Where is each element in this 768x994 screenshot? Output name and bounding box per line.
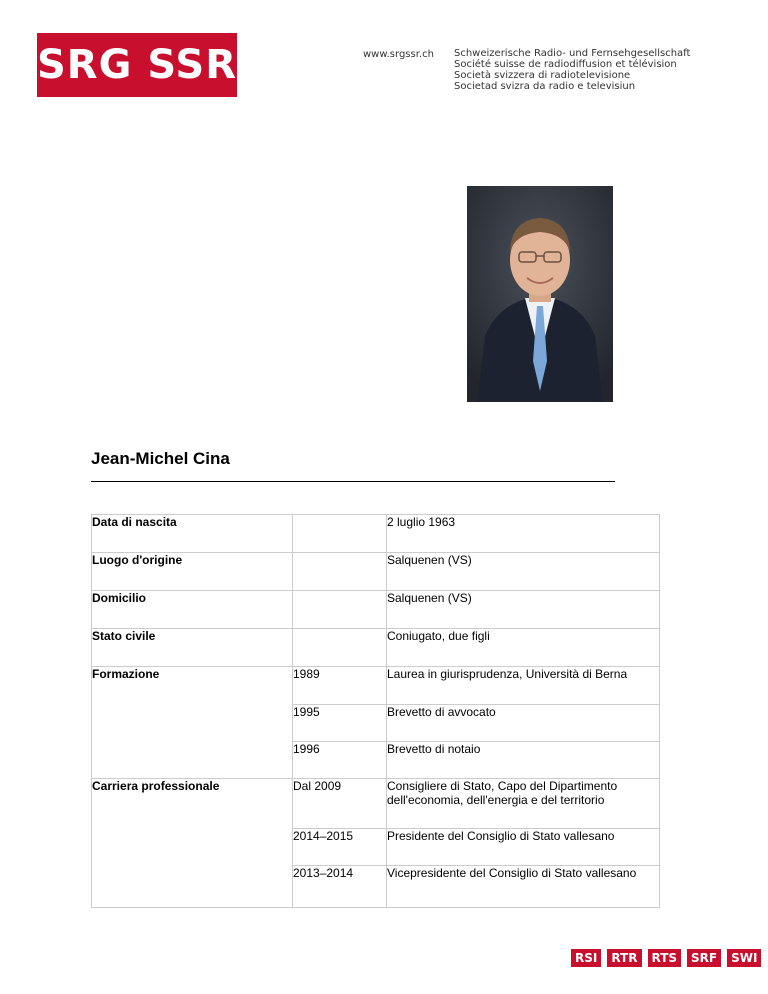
row-label: Domicilio <box>92 591 293 629</box>
table-row <box>92 667 660 705</box>
row-year <box>293 629 387 667</box>
row-year: 1989 <box>293 667 387 705</box>
row-year: Dal 2009 <box>293 779 387 829</box>
org-name-de: Schweizerische Radio- und Fernsehgesellschaft <box>454 48 691 59</box>
organization-names <box>454 48 690 92</box>
row-value: Salquenen (VS) <box>387 553 660 591</box>
table-row <box>92 779 660 829</box>
srg-ssr-logo: SRG SSR <box>37 33 237 97</box>
row-year: 1995 <box>293 705 387 742</box>
row-value: Brevetto di avvocato <box>387 705 660 742</box>
row-year <box>293 515 387 553</box>
row-value: Presidente del Consiglio di Stato vallesano <box>387 829 660 866</box>
business-units <box>571 949 761 967</box>
unit-swi-logo[interactable]: SWI <box>727 949 761 967</box>
row-label: Formazione <box>92 667 293 705</box>
row-value: Salquenen (VS) <box>387 591 660 629</box>
table-row <box>92 629 660 667</box>
row-year: 2013–2014 <box>293 866 387 908</box>
row-year: 1996 <box>293 742 387 779</box>
row-value: 2 luglio 1963 <box>387 515 660 553</box>
row-label: Data di nascita <box>92 515 293 553</box>
row-value: Brevetto di notaio <box>387 742 660 779</box>
table-row <box>92 742 660 779</box>
row-value: Coniugato, due figli <box>387 629 660 667</box>
row-label: Stato civile <box>92 629 293 667</box>
org-name-fr: Société suisse de radiodiffusion et télévision <box>454 59 677 70</box>
row-label: Carriera professionale <box>92 779 293 829</box>
unit-rsi-logo[interactable]: RSI <box>571 949 601 967</box>
row-label <box>92 866 293 908</box>
row-value: Vicepresidente del Consiglio di Stato vallesano <box>387 866 660 908</box>
row-year <box>293 553 387 591</box>
row-label: Luogo d'origine <box>92 553 293 591</box>
row-year <box>293 591 387 629</box>
unit-rts-logo[interactable]: RTS <box>648 949 682 967</box>
cv-table <box>91 514 660 908</box>
table-row <box>92 553 660 591</box>
row-label <box>92 829 293 866</box>
person-name-heading: Jean-Michel Cina <box>91 449 230 468</box>
table-row <box>92 829 660 866</box>
unit-rtr-logo[interactable]: RTR <box>607 949 641 967</box>
portrait-photo <box>467 186 613 402</box>
row-value: Laurea in giurisprudenza, Università di Berna <box>387 667 660 705</box>
org-name-it: Società svizzera di radiotelevisione <box>454 70 631 81</box>
table-row <box>92 705 660 742</box>
table-row <box>92 515 660 553</box>
row-label <box>92 705 293 742</box>
table-row <box>92 591 660 629</box>
heading-divider <box>91 481 615 482</box>
row-year: 2014–2015 <box>293 829 387 866</box>
row-label <box>92 742 293 779</box>
org-name-rm: Societad svizra da radio e televisiun <box>454 81 636 92</box>
row-value: Consigliere di Stato, Capo del Dipartimento dell'economia, dell'energia e del territorio <box>387 779 660 829</box>
table-row <box>92 866 660 908</box>
unit-srf-logo[interactable]: SRF <box>687 949 721 967</box>
website-url[interactable]: www.srgssr.ch <box>363 49 434 60</box>
